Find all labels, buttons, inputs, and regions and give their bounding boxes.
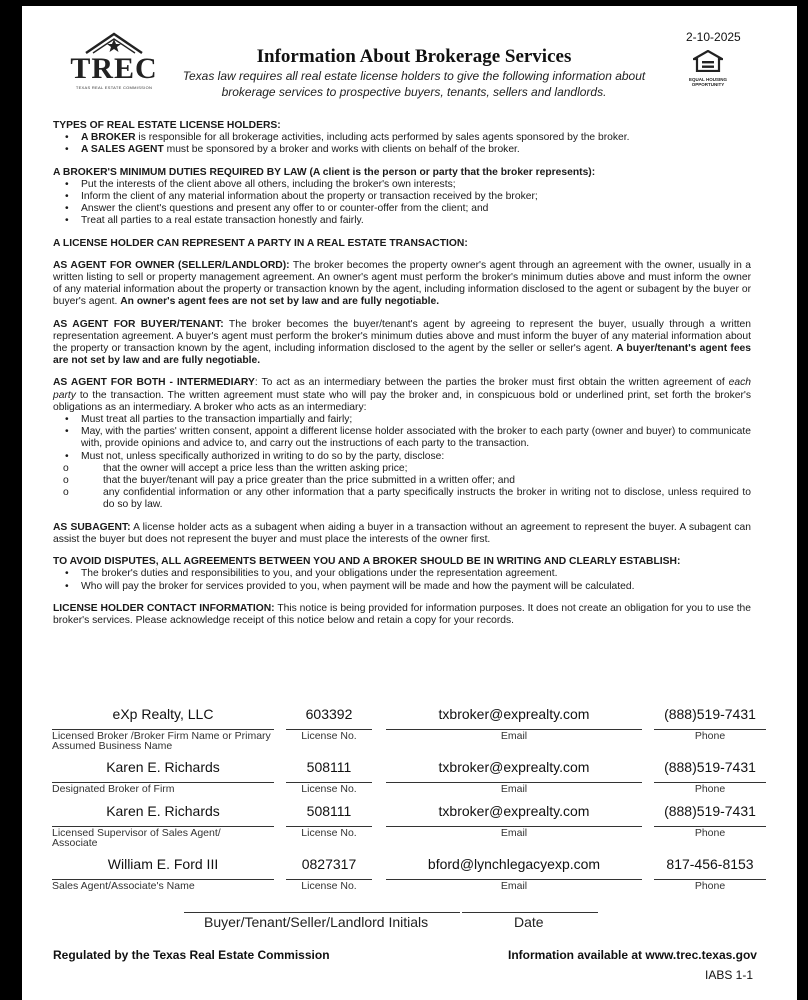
license-label: License No.	[301, 880, 357, 892]
email-label: Email	[500, 827, 528, 839]
intermediary-item: • Must not, unless specifically authorized in writing to do so by the party, disclose:	[81, 451, 751, 463]
owner-fees: An owner's agent fees are not set by law and are fully negotiable.	[120, 296, 440, 308]
duties-item: • Answer the client's questions and present any offer to or counter-offer from the client; and	[81, 203, 751, 215]
subagent-heading: AS SUBAGENT:	[53, 521, 131, 533]
owner-heading: AS AGENT FOR OWNER (SELLER/LANDLORD):	[53, 259, 290, 271]
license-field[interactable]: 0827317	[301, 856, 357, 872]
intermediary-item: • Must treat all parties to the transaction impartially and fairly;	[81, 414, 751, 426]
license-holder-table	[52, 706, 756, 909]
contact-text: This notice is being provided for information purposes. It does not create an obligation for you to use the broker's services. Please acknowledge receipt of this notice below and retain a copy for your records.	[53, 602, 752, 626]
intermediary-item: • May, with the parties' written consent, appoint a different license holder associated with the broker to each party (owner and buyer) to communicate with, provide opinions and advice to, and carry out the instructions of each party to the transaction.	[81, 426, 751, 450]
email-label: Email	[500, 880, 528, 892]
types-list	[53, 132, 751, 156]
intermediary-subitem: o that the buyer/tenant will pay a price greater than the price submitted in a written offer; and	[103, 475, 751, 487]
license-holder-row	[52, 856, 752, 909]
phone-label: Phone	[694, 730, 726, 742]
intermediary-paragraph	[53, 377, 751, 414]
equal-housing-house-icon	[693, 50, 723, 72]
trec-logo-subtext: TEXAS REAL ESTATE COMMISSION	[75, 85, 153, 90]
intermediary-text-a: : To act as an intermediary between the parties the broker must first obtain the written agreement of	[254, 377, 729, 389]
disputes-item: • The broker's duties and responsibilities to you, and your obligations under the representation agreement.	[81, 568, 751, 580]
email-label: Email	[500, 730, 528, 742]
license-holder-row	[52, 706, 756, 759]
name-label: Licensed Broker /Broker Firm Name or Primary Assumed Business Name	[52, 730, 271, 752]
intermediary-heading: AS AGENT FOR BOTH - INTERMEDIARY	[53, 377, 255, 389]
phone-label: Phone	[694, 880, 726, 892]
phone-label: Phone	[694, 827, 726, 839]
duties-list	[53, 179, 751, 228]
name-label: Designated Broker of Firm	[52, 783, 175, 795]
trec-roof-star-icon	[84, 32, 144, 54]
phone-field[interactable]: 817-456-8153	[666, 856, 754, 872]
license-holder-row	[52, 759, 756, 803]
license-holder-row	[52, 803, 756, 856]
name-label: Sales Agent/Associate's Name	[52, 880, 195, 892]
sales-agent-term: A SALES AGENT	[81, 144, 164, 156]
contact-heading: LICENSE HOLDER CONTACT INFORMATION:	[53, 602, 275, 614]
intermediary-list	[53, 414, 751, 463]
subtitle-line-1: Texas law requires all real estate license holders to give the following information about	[182, 69, 646, 83]
intermediary-sublist	[53, 463, 751, 512]
types-item-broker	[81, 132, 751, 144]
types-item-sales-agent	[81, 144, 751, 156]
document-body	[53, 120, 751, 627]
email-label: Email	[500, 783, 528, 795]
trec-logo-word: TREC	[70, 52, 158, 85]
disputes-list	[53, 568, 751, 592]
subagent-text: A license holder acts as a subagent when aiding a buyer in a transaction without an agreement to represent the buyer. A subagent can assist the buyer but does not represent the buyer and must place the interests of the owner first.	[53, 521, 751, 545]
initials-label: Buyer/Tenant/Seller/Landlord Initials	[204, 914, 429, 930]
footer-info-link: Information available at www.trec.texas.gov	[508, 948, 757, 962]
duties-item: • Put the interests of the client above all others, including the broker's own interests;	[81, 179, 751, 191]
email-field[interactable]: txbroker@exprealty.com	[438, 759, 590, 775]
document-page	[22, 6, 797, 1000]
license-field[interactable]: 508111	[306, 759, 352, 775]
intermediary-italic: each party	[53, 377, 751, 401]
types-heading: TYPES OF REAL ESTATE LICENSE HOLDERS:	[53, 120, 281, 131]
disputes-heading: TO AVOID DISPUTES, ALL AGREEMENTS BETWEEN YOU AND A BROKER SHOULD BE IN WRITING AND CLEARLY ESTABLISH:	[53, 556, 681, 568]
phone-field[interactable]: (888)519-7431	[664, 706, 756, 722]
intermediary-subitem: o that the owner will accept a price less than the written asking price;	[103, 463, 751, 475]
phone-field[interactable]: (888)519-7431	[664, 803, 756, 819]
name-field[interactable]: Karen E. Richards	[106, 803, 220, 819]
license-field[interactable]: 508111	[306, 803, 352, 819]
duties-item: • Inform the client of any material information about the property or transaction received by the broker;	[81, 191, 751, 203]
equal-housing-logo	[684, 50, 732, 87]
form-id: IABS 1-1	[705, 968, 754, 982]
subagent-paragraph	[53, 522, 751, 546]
form-date: 2-10-2025	[686, 30, 741, 44]
represent-heading: A LICENSE HOLDER CAN REPRESENT A PARTY IN A REAL ESTATE TRANSACTION:	[53, 237, 468, 249]
phone-label: Phone	[694, 783, 726, 795]
date-label: Date	[514, 914, 544, 930]
equal-housing-text: EQUAL HOUSING OPPORTUNITY	[689, 77, 727, 87]
subtitle-line-2: brokerage services to prospective buyers, tenants, sellers and landlords.	[221, 85, 607, 99]
name-label: Licensed Supervisor of Sales Agent/ Associate	[52, 827, 221, 849]
date-line[interactable]	[462, 912, 598, 913]
email-field[interactable]: bford@lynchlegacyexp.com	[427, 856, 601, 872]
license-label: License No.	[301, 827, 357, 839]
owner-paragraph	[53, 260, 751, 309]
intermediary-text-b: to the transaction. The written agreement must state who will pay the broker and, in conspicuous bold or underlined print, set forth the broker's obligations as an intermediary. A broker who acts as an intermediary:	[53, 389, 751, 413]
document-subtitle	[160, 68, 668, 100]
name-field[interactable]: eXp Realty, LLC	[112, 706, 214, 722]
broker-term: A BROKER	[81, 132, 136, 144]
footer-regulated: Regulated by the Texas Real Estate Commission	[53, 948, 330, 962]
contact-paragraph	[53, 603, 751, 627]
buyer-paragraph	[53, 319, 751, 368]
license-label: License No.	[301, 730, 357, 742]
trec-logo	[58, 32, 170, 90]
name-field[interactable]: William E. Ford III	[107, 856, 219, 872]
duties-heading: A BROKER'S MINIMUM DUTIES REQUIRED BY LAW (A client is the person or party that the broker represents):	[53, 166, 596, 178]
initials-line[interactable]	[184, 912, 460, 913]
sales-agent-desc: must be sponsored by a broker and works with clients on behalf of the broker.	[163, 144, 520, 156]
broker-desc: is responsible for all brokerage activities, including acts performed by sales agents sponsored by the broker.	[135, 132, 630, 144]
disputes-item: • Who will pay the broker for services provided to you, when payment will be made and how the payment will be calculated.	[81, 581, 751, 593]
name-field[interactable]: Karen E. Richards	[106, 759, 220, 775]
license-label: License No.	[301, 783, 357, 795]
buyer-heading: AS AGENT FOR BUYER/TENANT:	[53, 318, 224, 330]
email-field[interactable]: txbroker@exprealty.com	[438, 803, 590, 819]
email-field[interactable]: txbroker@exprealty.com	[438, 706, 590, 722]
buyer-fees: A buyer/tenant's agent fees are not set by law and are fully negotiable.	[53, 343, 751, 367]
duties-item: • Treat all parties to a real estate transaction honestly and fairly.	[81, 215, 751, 227]
document-title: Information About Brokerage Services	[256, 46, 572, 67]
buyer-text: The broker becomes the buyer/tenant's agent by agreeing to represent the buyer, usually through a written representation agreement. A buyer's agent must perform the broker's minimum duties above and must inform the buyer of any material information about the property or transaction known by the agent, including information disclosed to the agent by the seller or seller's agent.	[53, 318, 752, 355]
phone-field[interactable]: (888)519-7431	[664, 759, 756, 775]
owner-text: The broker becomes the property owner's agent through an agreement with the owner, usually in a written listing to sell or property management agreement. An owner's agent must perform the broker's minimum duties above and must inform the owner of any material information about the property or transaction known by the agent, including information disclosed to the agent or subagent by the buyer or buyer's agent.	[53, 259, 751, 308]
license-field[interactable]: 603392	[305, 706, 353, 722]
intermediary-subitem: o any confidential information or any other information that a party specifically instructs the broker in writing not to disclose, unless required to do so by law.	[103, 487, 751, 511]
